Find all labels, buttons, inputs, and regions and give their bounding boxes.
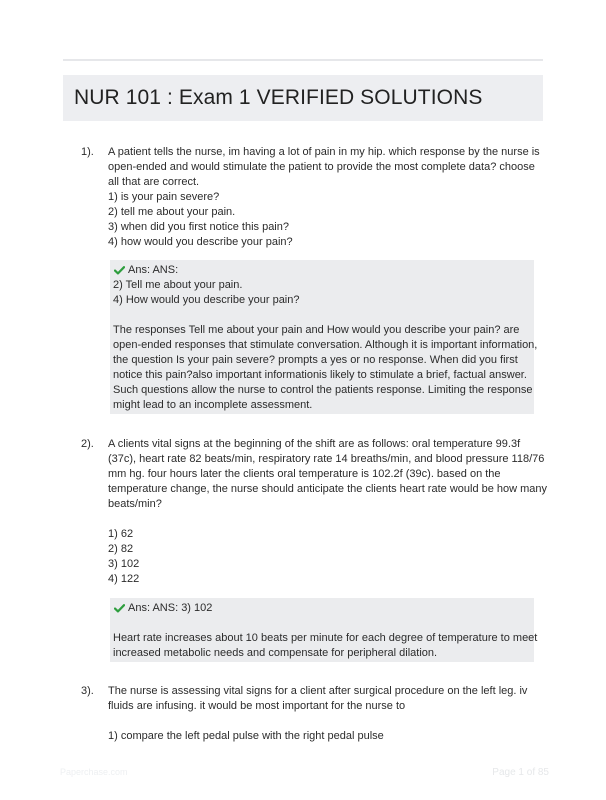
explanation-line: The responses Tell me about your pain and How would you describe your pain? are <box>113 324 520 336</box>
explanation-line: Such questions allow the nurse to control the patients response. Limiting the response <box>113 384 533 396</box>
title-bar <box>63 75 543 121</box>
option-line: 4) how would you describe your pain? <box>108 236 293 248</box>
explanation-line: the question Is your pain severe? prompts a yes or no response. When did you first <box>113 354 518 366</box>
option-line: 2) 82 <box>108 543 134 555</box>
explanation-line: Heart rate increases about 10 beats per minute for each degree of temperature to meet <box>113 632 538 644</box>
option-line: 3) 102 <box>108 558 140 570</box>
check-icon <box>114 604 125 613</box>
explanation-line: open-ended responses that stimulate conversation. Although it is important information, <box>113 339 538 351</box>
answer-line: 4) How would you describe your pain? <box>113 294 300 306</box>
question-line: all that are correct. <box>108 176 200 188</box>
answer-heading <box>113 263 530 278</box>
option-line: 2) tell me about your pain. <box>108 206 236 218</box>
answer-label: Ans: ANS: <box>128 264 179 276</box>
question-line: The nurse is assessing vital signs for a client after surgical procedure on the left leg. iv <box>108 685 528 697</box>
question-line: A patient tells the nurse, im having a lot of pain in my hip. which response by the nurse is <box>108 146 540 158</box>
question-line: (37c), heart rate 82 beats/min, respiratory rate 14 breaths/min, and blood pressure 118/76 <box>108 453 545 465</box>
explanation-line: might lead to an incomplete assessment. <box>113 399 313 411</box>
page-title: NUR 101 : Exam 1 VERIFIED SOLUTIONS <box>74 86 483 109</box>
check-icon <box>114 266 125 275</box>
question-line: A clients vital signs at the beginning of the shift are as follows: oral temperature 99.3f <box>108 438 521 450</box>
option-line: 4) 122 <box>108 573 140 585</box>
explanation-line: increased metabolic needs and compensate for peripheral dilation. <box>113 647 438 659</box>
option-line: 1) 62 <box>108 528 134 540</box>
top-rule <box>63 59 543 61</box>
question-number: 2). <box>81 438 94 450</box>
question-text <box>108 684 538 744</box>
answer-box-2 <box>110 598 538 662</box>
option-line: 1) compare the left pedal pulse with the right pedal pulse <box>108 730 384 742</box>
question-number: 1). <box>81 146 94 158</box>
option-line: 1) is your pain severe? <box>108 191 220 203</box>
footer-site: Paperchase.com <box>60 767 128 777</box>
option-line: 3) when did you first notice this pain? <box>108 221 289 233</box>
question-line: beats/min? <box>108 498 162 510</box>
question-text <box>108 145 538 250</box>
answer-heading <box>113 601 530 616</box>
question-line: temperature change, the nurse should anticipate the clients heart rate would be how many <box>108 483 548 495</box>
answer-label: Ans: ANS: 3) 102 <box>128 602 213 614</box>
question-line: fluids are infusing. it would be most important for the nurse to <box>108 700 406 712</box>
explanation-line: notice this pain?also important informationis likely to stimulate a brief, factual answer. <box>113 369 527 381</box>
answer-line: 2) Tell me about your pain. <box>113 279 243 291</box>
question-text <box>108 437 548 587</box>
question-number: 3). <box>81 685 94 697</box>
page-number: Page 1 of 85 <box>492 767 549 778</box>
answer-box-1 <box>110 260 538 414</box>
question-line: open-ended and would stimulate the patient to provide the most complete data? choose <box>108 161 535 173</box>
question-line: mm hg. four hours later the clients oral temperature is 102.2f (39c). based on the <box>108 468 501 480</box>
